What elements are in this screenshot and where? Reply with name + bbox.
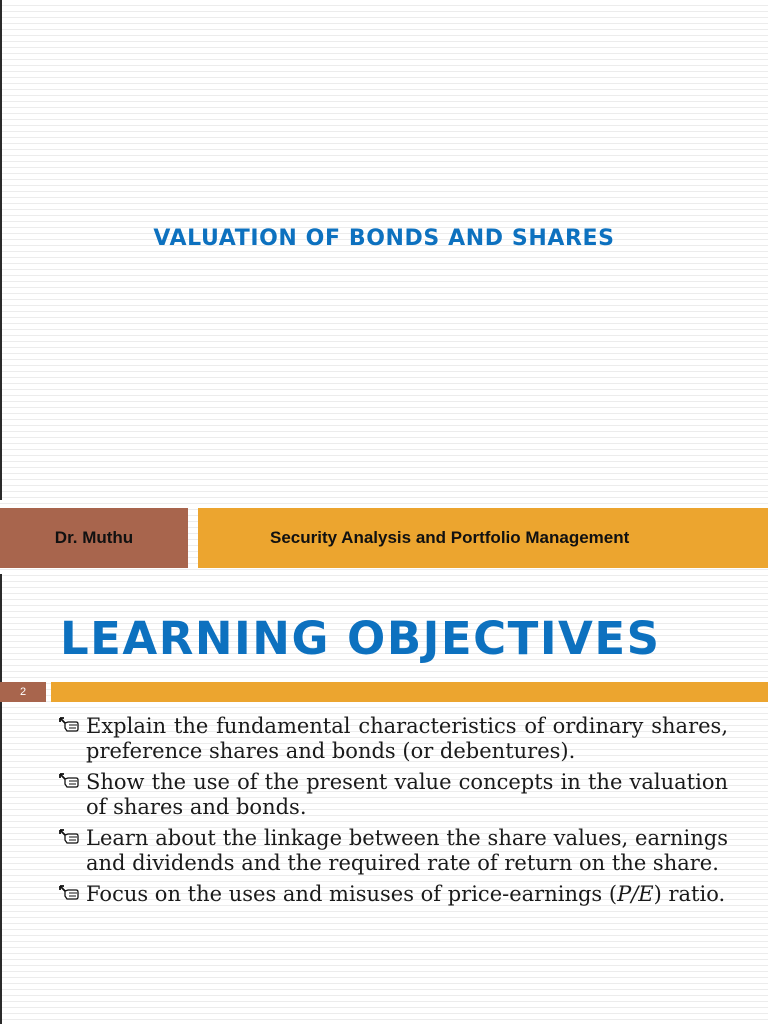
slide-title: VALUATION OF BONDS AND SHARES [153,226,615,251]
objective-text: Show the use of the present value concepts in the valuation of shares and bonds. [86,770,728,819]
pointing-hand-icon [58,884,80,902]
header-bar [51,682,768,702]
objective-text-before: Focus on the uses and misuses of price-earnings ( [86,882,618,906]
objective-text: Learn about the linkage between the share values, earnings and dividends and the required rate of return on the share. [86,826,728,875]
pointing-hand-icon [58,716,80,734]
learning-objectives-slide [0,574,768,1024]
objective-text-after: ) ratio. [653,882,726,906]
list-item [58,826,728,875]
list-item [58,714,728,763]
pointing-hand-icon [58,772,80,790]
footer-author-box [0,508,188,568]
slide-heading: LEARNING OBJECTIVES [60,612,661,665]
footer-course: Security Analysis and Portfolio Management [270,528,630,547]
objective-text: Explain the fundamental characteristics of ordinary shares, preference shares and bonds (or debentures). [86,714,728,763]
footer-author: Dr. Muthu [54,528,134,547]
list-item [58,882,728,907]
slide-number: 2 [0,682,46,702]
slide-left-edge [0,574,2,1024]
objectives-list [58,714,728,914]
pe-abbreviation: P/E [617,882,654,906]
list-item [58,770,728,819]
footer-course-box [198,508,768,568]
pointing-hand-icon [58,828,80,846]
